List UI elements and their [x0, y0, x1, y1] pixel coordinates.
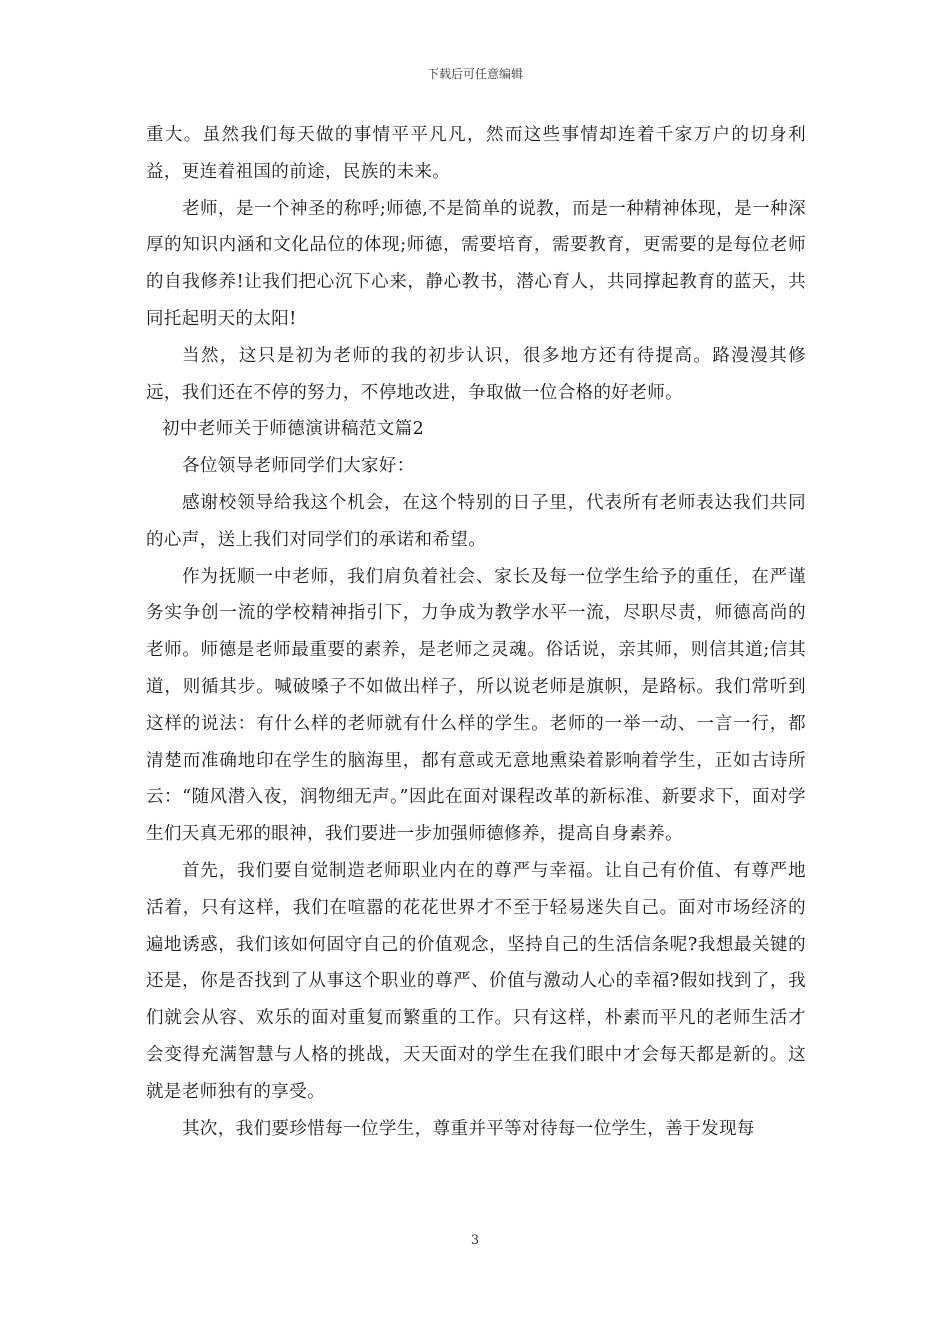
paragraph-6: 感谢校领导给我这个机会，在这个特别的日子里，代表所有老师表达我们共同的心声，送上我们对同学们的承诺和希望。 — [146, 492, 806, 550]
paragraph-2: 老师，是一个神圣的称呼;师德,不是简单的说教，而是一种精神体现，是一种深厚的知识内涵和文化品位的体现;师德，需要培育，需要教育，更需要的是每位老师的自我修养!让我们把心沉下心来，静心教书，潜心育人，共同撑起教育的蓝天，共同托起明天的太阳! — [146, 198, 806, 329]
paragraph-8: 首先，我们要自觉制造老师职业内在的尊严与幸福。让自己有价值、有尊严地活着，只有这样，我们在喧嚣的花花世界才不至于轻易迷失自己。面对市场经济的遍地诱惑，我们该如何固守自己的价值观念，坚持自己的生活信条呢?我想最关键的还是，你是否找到了从事这个职业的尊严、价值与激动人心的幸福?假如找到了，我们就会从容、欢乐的面对重复而繁重的工作。只有这样，朴素而平凡的老师生活才会变得充满智慧与人格的挑战，天天面对的学生在我们眼中才会每天都是新的。这就是老师独有的享受。 — [146, 860, 806, 1102]
page-number: 3 — [470, 1233, 480, 1248]
document-body — [146, 117, 806, 1147]
paragraph-9: 其次，我们要珍惜每一位学生，尊重并平等对待每一位学生，善于发现每 — [182, 1118, 755, 1139]
page-header: 下载后可任意编辑 — [426, 67, 523, 81]
salutation: 各位领导老师同学们大家好： — [182, 456, 415, 477]
paragraph-3: 当然，这只是初为老师的我的初步认识，很多地方还有待提高。路漫漫其修远，我们还在不停的努力，不停地改进，争取做一位合格的好老师。 — [146, 345, 806, 403]
paragraph-7: 作为抚顺一中老师，我们肩负着社会、家长及每一位学生给予的重任，在严谨务实争创一流的学校精神指引下，力争成为教学水平一流，尽职尽责，师德高尚的老师。师德是老师最重要的素养，是老师之灵魂。俗话说，亲其师，则信其道;信其道，则循其步。喊破嗓子不如做出样子，所以说老师是旗帜，是路标。我们常听到这样的说法：有什么样的老师就有什么样的学生。老师的一举一动、一言一行，都清楚而准确地印在学生的脑海里，都有意或无意地熏染着影响着学生，正如古诗所云：“随风潜入夜，润物细无声。”因此在面对课程改革的新标准、新要求下，面对学生们天真无邪的眼神，我们要进一步加强师德修养，提高自身素养。 — [146, 566, 806, 845]
section-heading: 初中老师关于师德演讲稿范文篇2 — [162, 419, 425, 440]
paragraph-1: 重大。虽然我们每天做的事情平平凡凡，然而这些事情却连着千家万户的切身利益，更连着祖国的前途，民族的未来。 — [146, 125, 806, 182]
